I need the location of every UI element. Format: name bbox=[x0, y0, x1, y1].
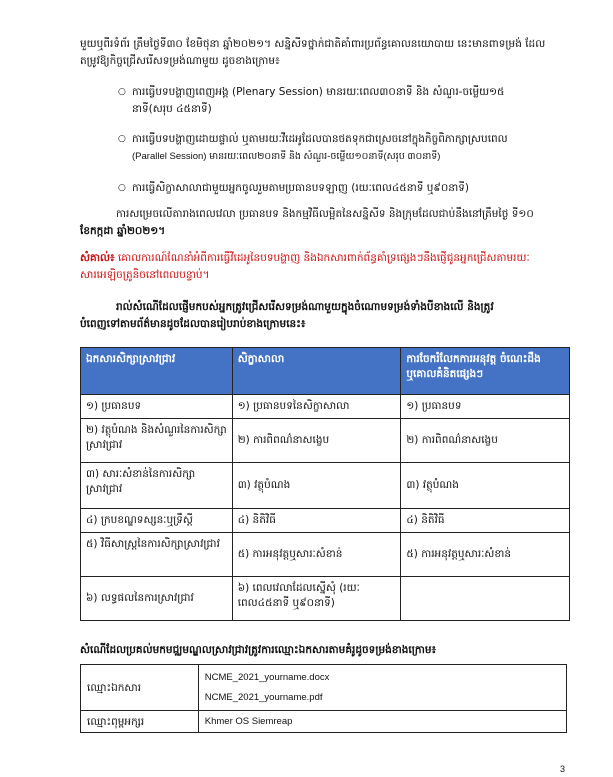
bullet-item bbox=[118, 180, 572, 197]
table-cell: ៥) ការអនុវត្តឬសារៈសំខាន់ bbox=[232, 533, 401, 577]
intro-paragraph bbox=[80, 36, 570, 70]
note-line-1: គោលការណ៍ណែនាំអំពីការធ្វើវីដេអូនៃបទបង្ហាញ និងឯកសារពាក់ព័ន្ធគាំទ្រផ្សេងៗនឹងផ្ញើជូនអ្នកជ្រើសតាមរយៈ bbox=[117, 252, 530, 264]
table-header-row bbox=[81, 348, 570, 395]
doc-name-values bbox=[198, 665, 566, 711]
table-cell: ៥) វិធីសាស្ត្រនៃការសិក្សាស្រាវជ្រាវ bbox=[81, 533, 233, 577]
file-naming-table bbox=[80, 664, 567, 733]
table-cell: ២) ការពិពណ៌នាសង្ខេប bbox=[232, 419, 401, 463]
bullet-line-2: (Parallel Session) មានរយៈពេល២០នាទី និង សំណួរ-ចម្លើយ១០នាទី(សរុប ៣០នាទី) bbox=[132, 151, 441, 162]
table-row bbox=[81, 665, 567, 711]
circle-bullet-icon: ○ bbox=[118, 87, 126, 97]
table-cell: ៣) វត្ថុបំណង bbox=[232, 463, 401, 509]
decision-paragraph bbox=[80, 206, 570, 240]
header-research-paper: ឯកសារសិក្សាស្រាវជ្រាវ bbox=[81, 348, 233, 395]
decision-line-2: ខែកក្កដា ឆ្នាំ២០២១។ bbox=[80, 225, 166, 237]
bullet-line-2: នាទី(សរុប ៤៥នាទី) bbox=[132, 103, 212, 115]
page-number: 3 bbox=[560, 764, 566, 774]
table-cell: ៣) វត្ថុបំណង bbox=[401, 463, 570, 509]
table-cell: ១) ប្រធានបទ bbox=[81, 395, 233, 419]
table-row bbox=[81, 509, 570, 533]
table-row bbox=[81, 463, 570, 509]
table-cell: ២) វត្ថុបំណង និងសំណួរនៃការសិក្សាស្រាវជ្រាវ bbox=[81, 419, 233, 463]
circle-bullet-icon: ○ bbox=[118, 134, 126, 144]
note-line-2: សារអេឡិចត្រូនិចនៅពេលបន្ទាប់។ bbox=[80, 269, 210, 281]
table-cell: ៥) ការអនុវត្តឬសារៈសំខាន់ bbox=[401, 533, 570, 577]
table-cell: ២) ការពិពណ៌នាសង្ខេប bbox=[401, 419, 570, 463]
bullet-line-1: ការធ្វើបទបង្ហាញដោយផ្ទាល់ ឬតាមរយៈវីដេអូដែលបានថតទុកជាស្រេចនៅក្នុងកិច្ចពិភាក្សាស្របពេល bbox=[132, 133, 508, 145]
table-cell: ៣) សារៈសំខាន់នៃការសិក្សាស្រាវជ្រាវ bbox=[81, 463, 233, 509]
note-paragraph bbox=[80, 250, 570, 284]
table-cell: ១) ប្រធានបទនៃសិក្ខាសាលា bbox=[232, 395, 401, 419]
intro-line-1: មួយឬពីរទំព័រ ត្រឹមថ្ងៃទី៣០ ខែមិថុនា ឆ្នាំ២០២១។ សន្និសីទថ្នាក់ជាតិគាំពារប្រព័ន្ធគោលនយោបាយ នេះមានពាទម្រង់ ដែល bbox=[80, 38, 546, 50]
note-label: សំគាល់៖ bbox=[80, 252, 115, 264]
table-row bbox=[81, 395, 570, 419]
table-cell: ៦) លទ្ធផលនៃការស្រាវជ្រាវ bbox=[81, 577, 233, 621]
instruction-line-1: រាល់សំណើដែលផ្ញើមកបស់អ្នកត្រូវជ្រើសរើសទម្រង់ណាមួយក្នុងចំណោមទម្រង់ទាំងបីខាងលើ និងត្រូវ bbox=[116, 301, 494, 313]
bullet-line-1: ការធ្វើបទបង្ហាញពេញអង្គ (Plenary Session) មានរយៈពេល៣០នាទី និង សំណួរ-ចម្លើយ១៥ bbox=[132, 86, 505, 98]
instruction-paragraph bbox=[80, 299, 570, 333]
decision-line-1: ការសម្រេចលើតារាងពេលវេលា ប្រធានបទ និងកម្មវិធីលម្អិតនៃសន្និសីទ និងក្រុមដែលជាប់នឹងនៅត្រឹមថ្ងៃ ទី១០ bbox=[116, 208, 534, 220]
table-row bbox=[81, 577, 570, 621]
table-row bbox=[81, 419, 570, 463]
circle-bullet-icon: ○ bbox=[118, 183, 126, 193]
font-name-value: Khmer OS Siemreap bbox=[198, 711, 566, 733]
bullet-item bbox=[118, 131, 572, 165]
intro-line-2: តម្រូវឱ្យកិច្ចជ្រើសរើសទម្រង់ណាមួយ ដូចខាងក្រោម៖ bbox=[80, 55, 280, 67]
bullet-line-1: ការធ្វើសិក្ខាសាលាជាមួយអ្នកចូលរួមតាមប្រធានបទឡាញ (រយៈពេល៤៥នាទី ឬ៩០នាទី) bbox=[132, 182, 470, 194]
table-cell: ៤) និតិវិធី bbox=[232, 509, 401, 533]
doc-name-label: ឈ្មោះឯកសារ bbox=[81, 665, 199, 711]
files-heading: សំណើដែលប្រគល់មកមជ្ឈមណ្ឌលស្រាវជ្រាវត្រូវការឈ្មោះឯកសារតាមគំរូដូចទម្រង់ខាងក្រោម៖ bbox=[80, 644, 437, 656]
bullet-item bbox=[118, 84, 572, 118]
submission-format-table bbox=[80, 347, 570, 621]
doc-name-pdf: NCME_2021_yourname.pdf bbox=[204, 691, 323, 703]
table-cell: ៦) ពេលវេលាដែលស្នើសុំ (រយៈពេល៤៥នាទី ឬ៩០នាទី) bbox=[232, 577, 401, 621]
table-cell: ៤) ក្របខណ្ឌទស្សនៈឬទ្រឹស្តី bbox=[81, 509, 233, 533]
header-workshop: សិក្ខាសាលា bbox=[232, 348, 401, 395]
table-row bbox=[81, 711, 567, 733]
table-cell: ១) ប្រធានបទ bbox=[401, 395, 570, 419]
table-row bbox=[81, 533, 570, 577]
instruction-line-2: បំពេញទៅតាមព័ត៌មានដូចដែលបានរៀបរាប់ខាងក្រោមនេះ៖ bbox=[80, 318, 306, 330]
font-name-label: ឈ្មោះពុម្ពអក្សរ bbox=[81, 711, 199, 733]
table-cell: ៤) និតិវិធី bbox=[401, 509, 570, 533]
doc-name-docx: NCME_2021_yourname.docx bbox=[204, 671, 330, 683]
table-cell bbox=[401, 577, 570, 621]
header-practice-sharing: ការចែករំលែកការអនុវត្ត ចំណេះដឹង ឬគោលគំនិតផ្សេងៗ bbox=[401, 348, 570, 395]
